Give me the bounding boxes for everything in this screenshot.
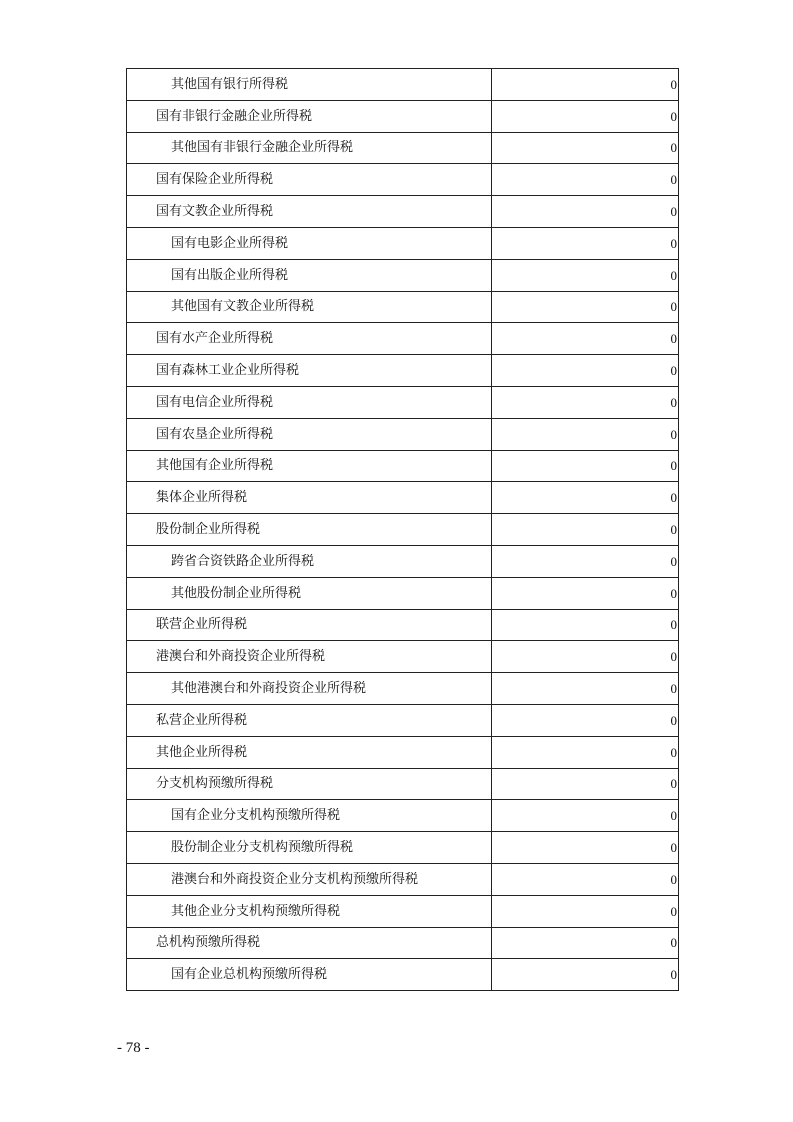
row-label: 国有森林工业企业所得税 — [127, 355, 492, 387]
tax-table — [126, 68, 679, 991]
table-row — [127, 577, 679, 609]
table-row — [127, 641, 679, 673]
row-label: 其他国有企业所得税 — [127, 450, 492, 482]
table-row — [127, 673, 679, 705]
row-value: 0 — [492, 514, 679, 546]
table-row — [127, 927, 679, 959]
row-label: 其他股份制企业所得税 — [127, 577, 492, 609]
row-label: 股份制企业分支机构预缴所得税 — [127, 832, 492, 864]
row-value: 0 — [492, 386, 679, 418]
row-label: 其他国有非银行金融企业所得税 — [127, 132, 492, 164]
row-label: 国有电信企业所得税 — [127, 386, 492, 418]
row-value: 0 — [492, 227, 679, 259]
row-label: 跨省合资铁路企业所得税 — [127, 545, 492, 577]
row-value: 0 — [492, 164, 679, 196]
row-label: 私营企业所得税 — [127, 704, 492, 736]
row-label: 其他国有银行所得税 — [127, 69, 492, 101]
table-row — [127, 196, 679, 228]
table-row — [127, 482, 679, 514]
page-number: - 78 - — [117, 1040, 150, 1056]
row-value: 0 — [492, 482, 679, 514]
table-row — [127, 132, 679, 164]
row-value: 0 — [492, 545, 679, 577]
row-value: 0 — [492, 418, 679, 450]
row-value: 0 — [492, 355, 679, 387]
row-label: 国有企业总机构预缴所得税 — [127, 959, 492, 991]
row-label: 其他国有文教企业所得税 — [127, 291, 492, 323]
row-value: 0 — [492, 100, 679, 132]
row-label: 国有非银行金融企业所得税 — [127, 100, 492, 132]
table-row — [127, 164, 679, 196]
row-label: 股份制企业所得税 — [127, 514, 492, 546]
row-value: 0 — [492, 291, 679, 323]
row-label: 其他港澳台和外商投资企业所得税 — [127, 673, 492, 705]
row-value: 0 — [492, 323, 679, 355]
row-value: 0 — [492, 800, 679, 832]
row-value: 0 — [492, 736, 679, 768]
row-label: 国有文教企业所得税 — [127, 196, 492, 228]
row-value: 0 — [492, 641, 679, 673]
row-value: 0 — [492, 450, 679, 482]
row-value: 0 — [492, 132, 679, 164]
row-value: 0 — [492, 577, 679, 609]
table-row — [127, 323, 679, 355]
table-row — [127, 736, 679, 768]
row-value: 0 — [492, 895, 679, 927]
row-value: 0 — [492, 609, 679, 641]
row-value: 0 — [492, 863, 679, 895]
row-value: 0 — [492, 959, 679, 991]
row-value: 0 — [492, 768, 679, 800]
row-value: 0 — [492, 927, 679, 959]
table-row — [127, 69, 679, 101]
table-row — [127, 450, 679, 482]
row-label: 国有出版企业所得税 — [127, 259, 492, 291]
row-label: 港澳台和外商投资企业分支机构预缴所得税 — [127, 863, 492, 895]
row-value: 0 — [492, 673, 679, 705]
row-label: 国有水产企业所得税 — [127, 323, 492, 355]
table-row — [127, 514, 679, 546]
row-label: 国有农垦企业所得税 — [127, 418, 492, 450]
row-label: 其他企业分支机构预缴所得税 — [127, 895, 492, 927]
table-row — [127, 418, 679, 450]
table-row — [127, 386, 679, 418]
row-label: 国有电影企业所得税 — [127, 227, 492, 259]
row-label: 国有保险企业所得税 — [127, 164, 492, 196]
row-label: 其他企业所得税 — [127, 736, 492, 768]
row-value: 0 — [492, 259, 679, 291]
table-row — [127, 704, 679, 736]
row-value: 0 — [492, 196, 679, 228]
table-row — [127, 355, 679, 387]
table-row — [127, 227, 679, 259]
tax-table-body — [127, 69, 679, 991]
row-label: 分支机构预缴所得税 — [127, 768, 492, 800]
row-label: 集体企业所得税 — [127, 482, 492, 514]
table-row — [127, 800, 679, 832]
row-label: 联营企业所得税 — [127, 609, 492, 641]
row-value: 0 — [492, 832, 679, 864]
table-row — [127, 100, 679, 132]
table-row — [127, 768, 679, 800]
row-label: 国有企业分支机构预缴所得税 — [127, 800, 492, 832]
table-row — [127, 545, 679, 577]
table-row — [127, 832, 679, 864]
row-label: 港澳台和外商投资企业所得税 — [127, 641, 492, 673]
row-value: 0 — [492, 704, 679, 736]
table-row — [127, 291, 679, 323]
table-row — [127, 259, 679, 291]
row-value: 0 — [492, 69, 679, 101]
table-row — [127, 609, 679, 641]
table-row — [127, 895, 679, 927]
table-row — [127, 959, 679, 991]
table-row — [127, 863, 679, 895]
row-label: 总机构预缴所得税 — [127, 927, 492, 959]
